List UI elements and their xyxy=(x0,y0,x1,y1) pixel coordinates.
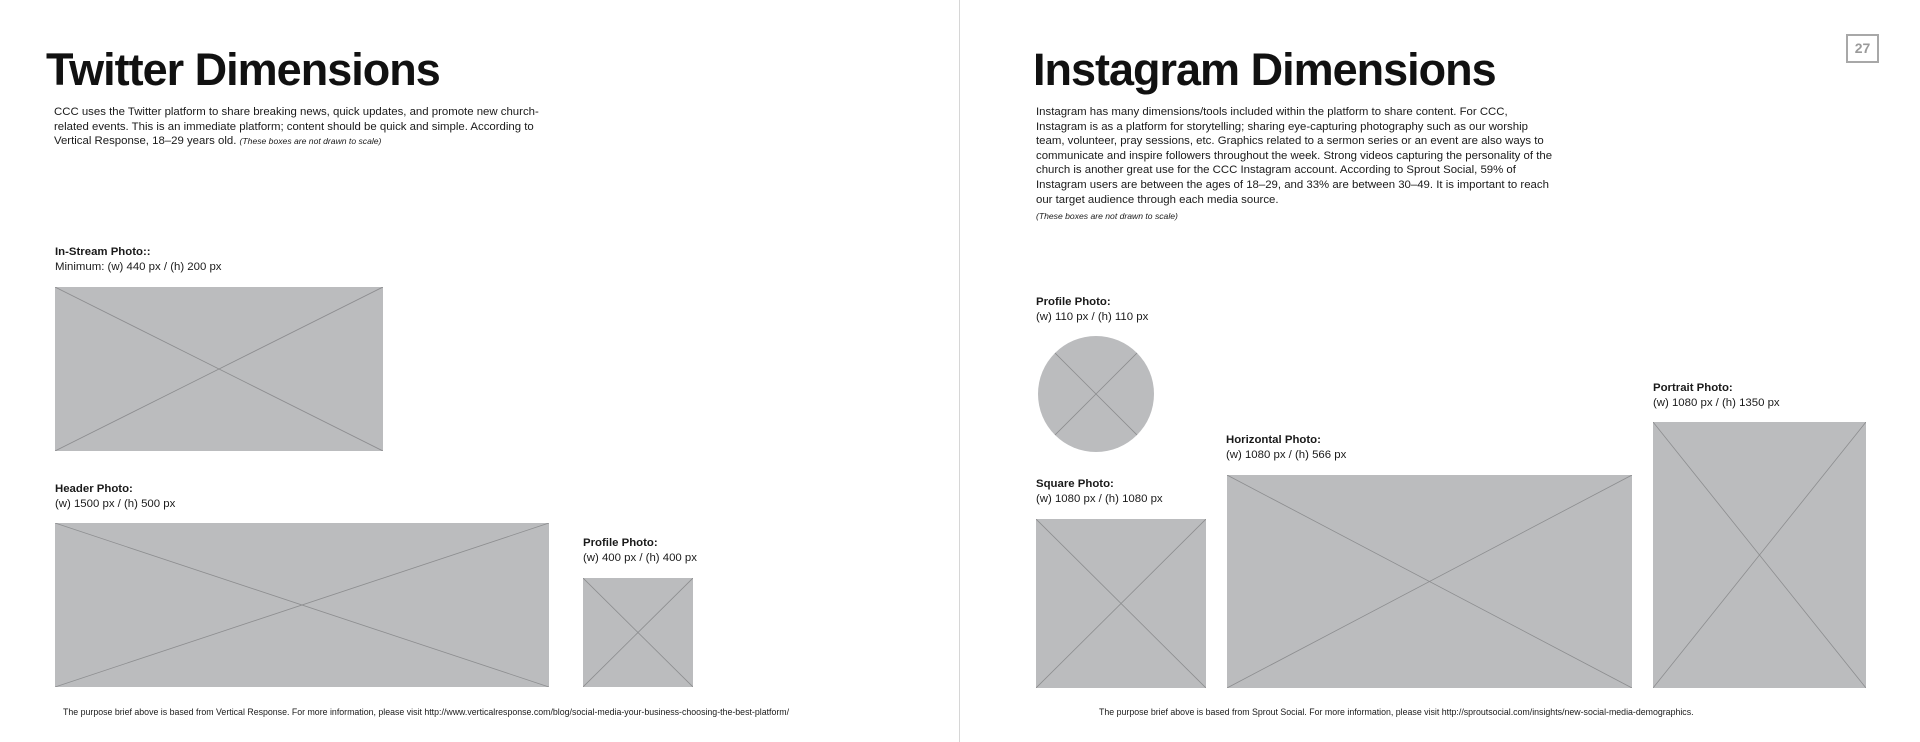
horizontal-photo-dims: (w) 1080 px / (h) 566 px xyxy=(1226,448,1347,461)
header-photo-title: Header Photo: xyxy=(55,483,133,495)
horizontal-photo-caption xyxy=(1226,433,1346,462)
twitter-footer: The purpose brief above is based from Vertical Response. For more information, please visit http://www.verticalresponse.com/blog/social-media-your-business-choosing-the-best-platform/ xyxy=(63,707,790,717)
twitter-scale-note: (These boxes are not drawn to scale) xyxy=(239,136,382,147)
instagram-footer: The purpose brief above is based from Sprout Social. For more information, please visit http://sproutsocial.com/insights/new-social-media-demographics. xyxy=(1099,707,1694,717)
square-photo-caption xyxy=(1036,477,1163,506)
portrait-photo-title: Portrait Photo: xyxy=(1653,382,1733,394)
twitter-page xyxy=(0,0,959,742)
instream-photo-placeholder xyxy=(55,287,383,451)
portrait-photo-caption xyxy=(1653,381,1780,410)
square-photo-title: Square Photo: xyxy=(1036,478,1114,490)
portrait-photo-placeholder xyxy=(1653,422,1866,688)
twitter-profile-photo-dims: (w) 400 px / (h) 400 px xyxy=(583,551,697,564)
instagram-profile-photo-placeholder xyxy=(1038,336,1154,452)
instagram-profile-photo-title: Profile Photo: xyxy=(1036,296,1111,308)
horizontal-photo-placeholder xyxy=(1227,475,1632,688)
square-photo-dims: (w) 1080 px / (h) 1080 px xyxy=(1036,492,1163,505)
header-photo-caption xyxy=(55,482,175,511)
instream-photo-dims: Minimum: (w) 440 px / (h) 200 px xyxy=(55,260,222,273)
square-photo-placeholder xyxy=(1036,519,1206,688)
instagram-profile-photo-caption xyxy=(1036,295,1148,324)
instagram-title: Instagram Dimensions xyxy=(1033,44,1496,95)
twitter-title: Twitter Dimensions xyxy=(46,44,440,95)
horizontal-photo-title: Horizontal Photo: xyxy=(1226,434,1321,446)
instream-photo-title: In-Stream Photo:: xyxy=(55,246,151,258)
header-photo-dims: (w) 1500 px / (h) 500 px xyxy=(55,497,176,510)
header-photo-placeholder xyxy=(55,523,549,687)
instagram-intro xyxy=(1036,105,1558,224)
twitter-intro xyxy=(54,105,564,149)
instagram-profile-photo-dims: (w) 110 px / (h) 110 px xyxy=(1036,310,1149,323)
twitter-profile-photo-placeholder xyxy=(583,578,693,687)
twitter-intro-text: CCC uses the Twitter platform to share breaking news, quick updates, and promote new church-related events. This is an immediate platform; content should be quick and simple. According to Vertical Response, 18–29 years old. xyxy=(54,106,539,148)
portrait-photo-dims: (w) 1080 px / (h) 1350 px xyxy=(1653,396,1780,409)
twitter-profile-photo-caption xyxy=(583,536,697,565)
instagram-intro-text: Instagram has many dimensions/tools included within the platform to share content. For CCC, Instagram is as a platform for storytelling; sharing eye-capturing photography such as our worship team, volunteer, pray sessions, etc. Graphics related to a sermon series or an event are also ways to communicate and inspire followers throughout the week. Strong videos capturing the personality of the church is another great use for the CCC Instagram account. According to Sprout Social, 59% of Instagram users are between the ages of 18–29, and 33% are between 30–49. It is important to reach our target audience through each media source. xyxy=(1036,106,1553,206)
instagram-scale-note: (These boxes are not drawn to scale) xyxy=(1036,211,1178,222)
page-number: 27 xyxy=(1846,34,1879,63)
instagram-page xyxy=(960,0,1920,742)
twitter-profile-photo-title: Profile Photo: xyxy=(583,537,658,549)
instream-photo-caption xyxy=(55,245,221,274)
